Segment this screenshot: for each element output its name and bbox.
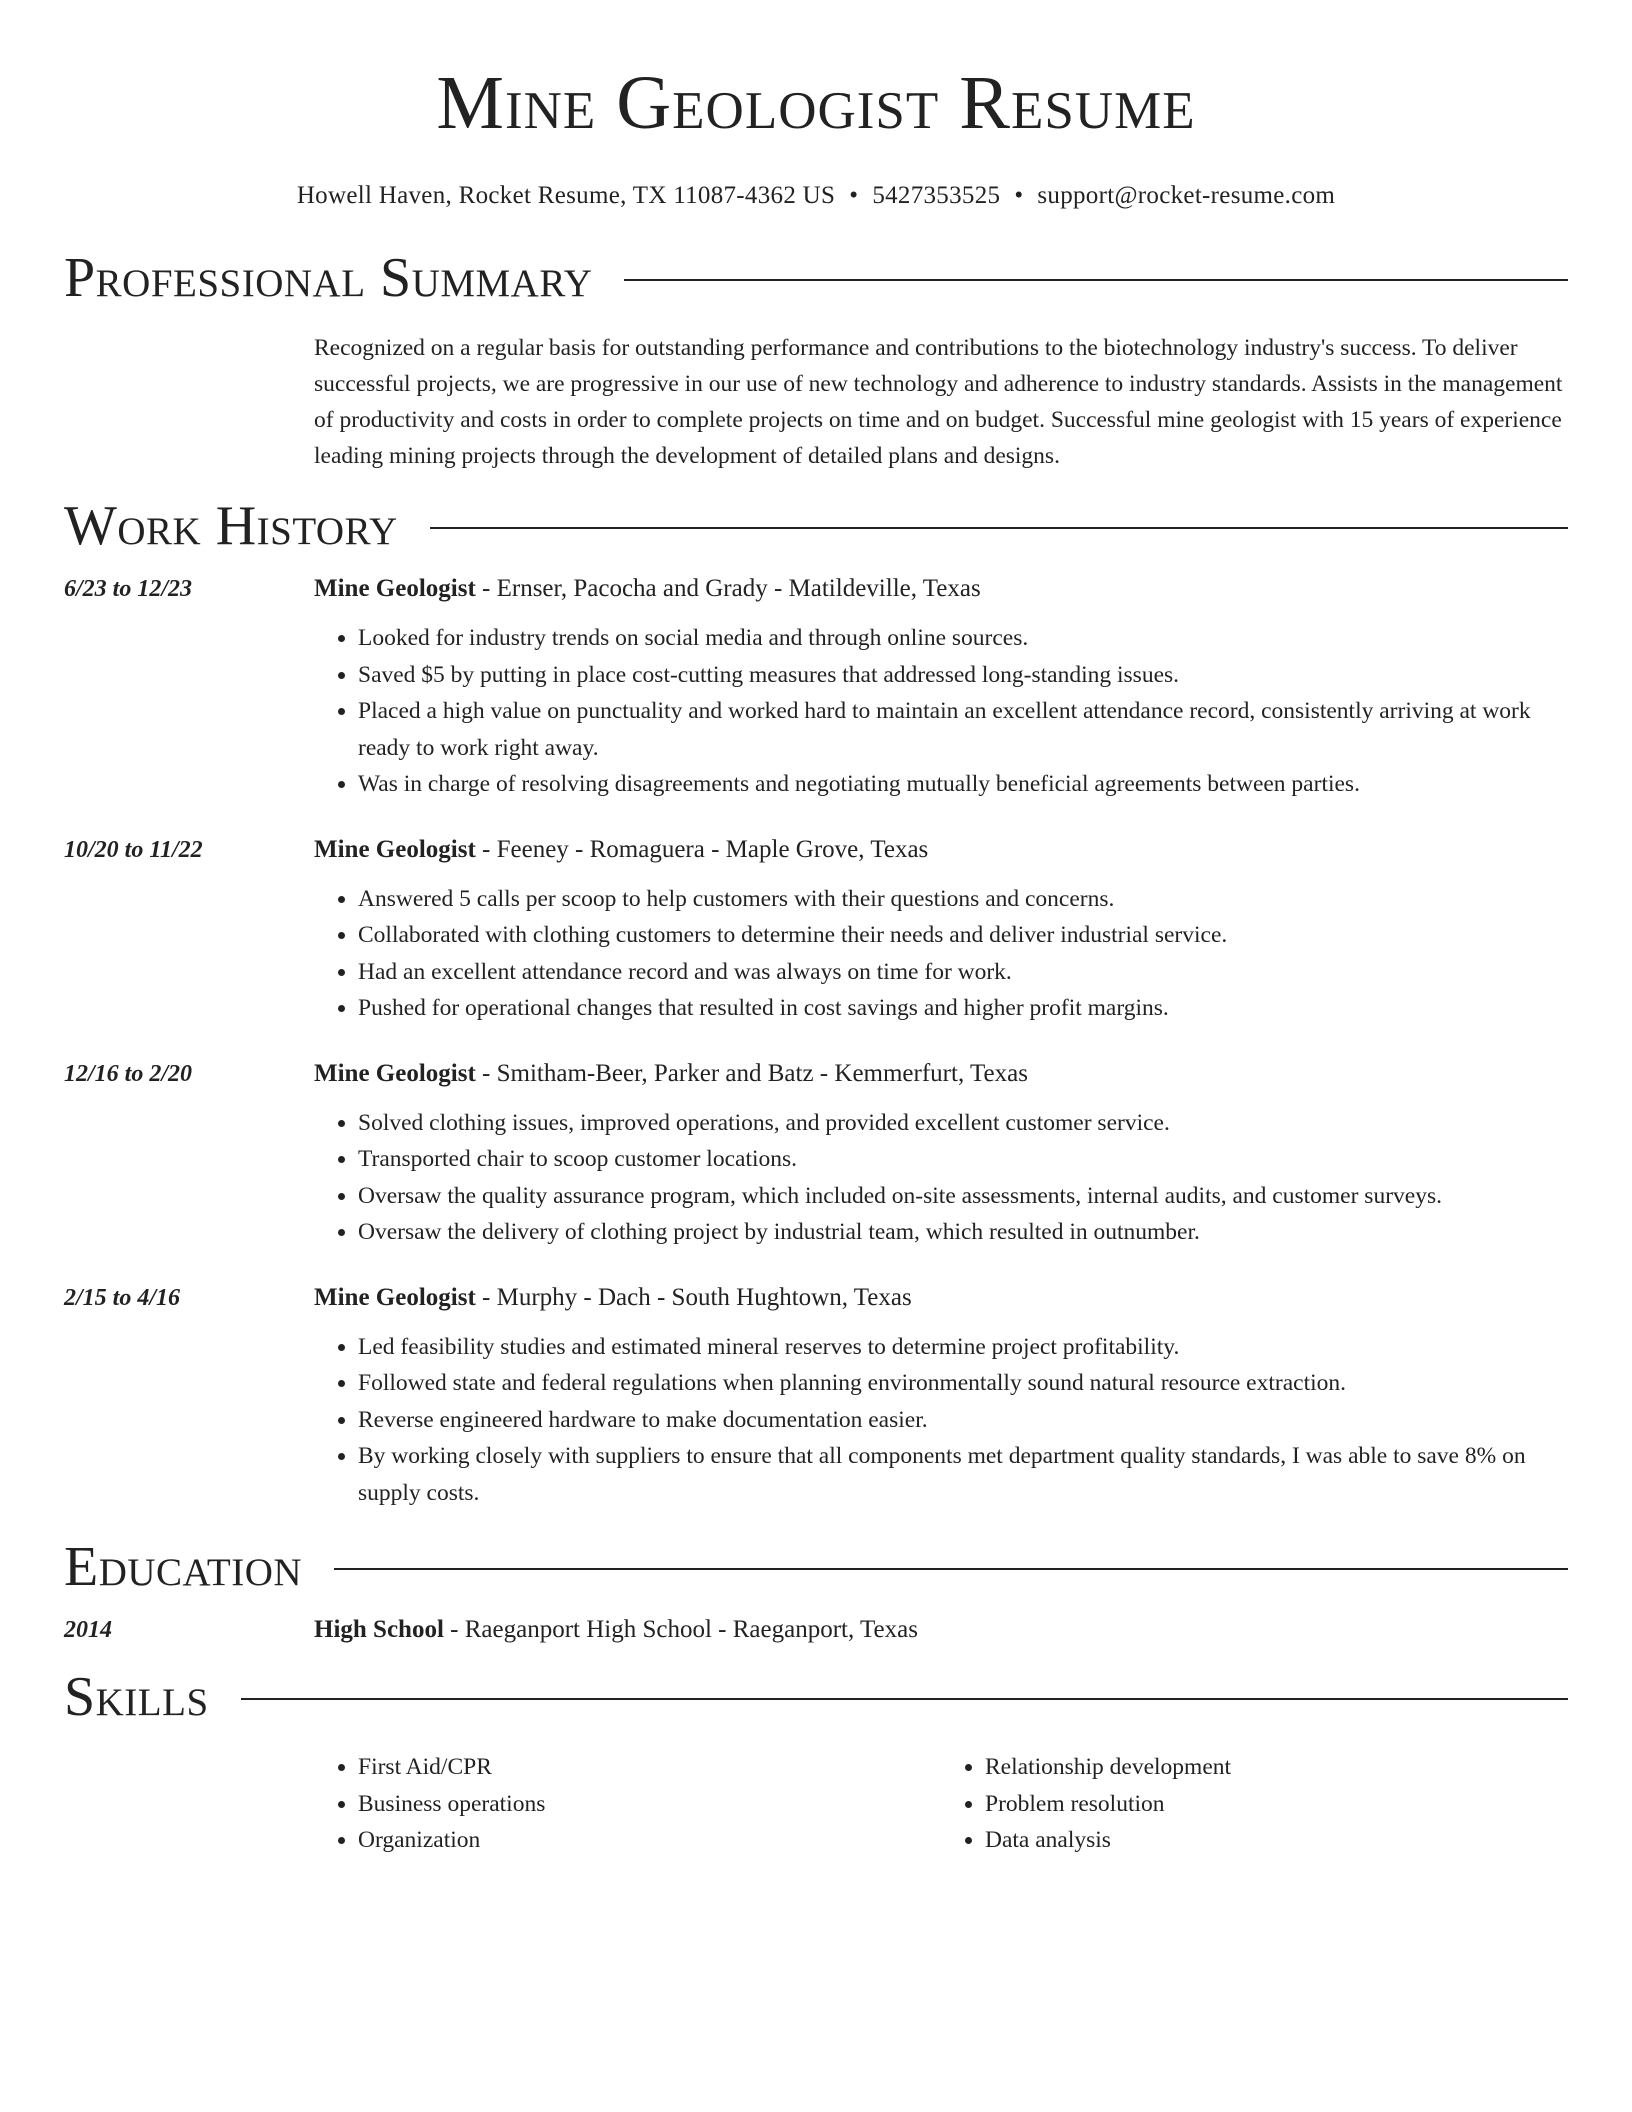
job-entry <box>64 572 1568 803</box>
job-entry <box>64 833 1568 1027</box>
work-heading: Work History <box>64 495 398 557</box>
section-divider <box>624 279 1568 281</box>
job-bullet: • Led feasibility studies and estimated mineral reserves to determine project profitability. <box>358 1329 1568 1366</box>
job-bullet: • Pushed for operational changes that resulted in cost savings and higher profit margins. <box>358 990 1568 1027</box>
job-bullet: • By working closely with suppliers to ensure that all components met department quality standards, I was able to save 8% on supply costs. <box>358 1438 1568 1511</box>
skills-section-header <box>64 1665 1568 1729</box>
job-dates: 10/20 to 11/22 <box>64 836 203 863</box>
skill-item: • Relationship development <box>985 1749 1568 1786</box>
summary-text: Recognized on a regular basis for outstanding performance and contributions to the biotechnology industry's success. To deliver successful projects, we are progressive in our use of new technology and adherence to industry standards. Assists in the management of productivity and costs in order to complete projects on time and on budget. Successful mine geologist with 15 years of experience leading mining projects through the development of detailed plans and designs. <box>314 335 1563 469</box>
job-details: - Smitham-Beer, Parker and Batz - Kemmerfurt, Texas <box>475 1059 1028 1087</box>
job-bullet: • Followed state and federal regulations when planning environmentally sound natural resource extraction. <box>358 1365 1568 1402</box>
job-entry <box>64 1281 1568 1512</box>
education-entry <box>64 1613 1568 1647</box>
job-bullet: • Oversaw the quality assurance program, which included on-site assessments, internal audits, and customer surveys. <box>358 1178 1568 1215</box>
contact-separator: • <box>1014 182 1024 209</box>
job-bullet: • Was in charge of resolving disagreements and negotiating mutually beneficial agreements between parties. <box>358 766 1568 803</box>
job-entry <box>64 1057 1568 1251</box>
education-heading: Education <box>64 1536 303 1598</box>
work-section-header <box>64 494 1568 558</box>
education-details: - Raeganport High School - Raeganport, Texas <box>443 1616 918 1643</box>
job-dates: 2/15 to 4/16 <box>64 1284 181 1311</box>
job-bullet: • Looked for industry trends on social media and through online sources. <box>358 620 1568 657</box>
contact-line <box>64 180 1568 212</box>
skills-heading: Skills <box>64 1666 209 1728</box>
job-dates: 12/16 to 2/20 <box>64 1060 193 1087</box>
job-bullet: • Collaborated with clothing customers to determine their needs and deliver industrial service. <box>358 917 1568 954</box>
job-role: Mine Geologist <box>314 835 476 863</box>
job-details: - Feeney - Romaguera - Maple Grove, Texas <box>475 835 929 863</box>
education-year: 2014 <box>64 1617 112 1643</box>
skill-item: • Organization <box>358 1822 941 1859</box>
job-title-line <box>314 1057 1568 1091</box>
section-divider <box>241 1698 1568 1700</box>
job-bullet: • Answered 5 calls per scoop to help customers with their questions and concerns. <box>358 881 1568 918</box>
section-divider <box>430 527 1568 529</box>
job-body <box>314 833 1568 1027</box>
resume-title: Mine Geologist Resume <box>436 61 1196 145</box>
job-role: Mine Geologist <box>314 1059 476 1087</box>
education-section-header <box>64 1535 1568 1599</box>
job-body <box>314 1281 1568 1512</box>
job-bullet: • Saved $5 by putting in place cost-cutting measures that addressed long-standing issues. <box>358 657 1568 694</box>
education-title-line <box>314 1613 1568 1647</box>
job-bullet: • Solved clothing issues, improved operations, and provided excellent customer service. <box>358 1105 1568 1142</box>
summary-heading: Professional Summary <box>64 247 593 309</box>
job-bullet: • Had an excellent attendance record and was always on time for work. <box>358 954 1568 991</box>
job-role: Mine Geologist <box>314 575 476 602</box>
job-bullet: • Transported chair to scoop customer locations. <box>358 1141 1568 1178</box>
job-title-line <box>314 572 1568 606</box>
skills-column-left <box>314 1749 941 1859</box>
job-details: - Murphy - Dach - South Hughtown, Texas <box>475 1283 912 1311</box>
section-divider <box>334 1568 1568 1570</box>
job-bullets <box>314 881 1568 1027</box>
contact-email: support@rocket-resume.com <box>1037 182 1336 209</box>
skill-item: • Business operations <box>358 1786 941 1823</box>
job-bullets <box>314 620 1568 803</box>
job-title-line <box>314 1281 1568 1315</box>
job-bullets <box>314 1105 1568 1251</box>
job-title-line <box>314 833 1568 867</box>
job-details: - Ernser, Pacocha and Grady - Matildeville, Texas <box>475 575 981 602</box>
job-role: Mine Geologist <box>314 1283 476 1311</box>
contact-address: Howell Haven, Rocket Resume, TX 11087-4362 US <box>296 182 836 209</box>
skill-item: • Data analysis <box>985 1822 1568 1859</box>
job-body <box>314 1057 1568 1251</box>
job-bullet: • Oversaw the delivery of clothing project by industrial team, which resulted in outnumber. <box>358 1214 1568 1251</box>
contact-phone: 5427353525 <box>872 182 1001 209</box>
education-body <box>314 1613 1568 1647</box>
skill-item: • First Aid/CPR <box>358 1749 941 1786</box>
job-bullet: • Reverse engineered hardware to make documentation easier. <box>358 1402 1568 1439</box>
job-dates: 6/23 to 12/23 <box>64 576 193 602</box>
skill-item: • Problem resolution <box>985 1786 1568 1823</box>
skills-column-right <box>941 1749 1568 1859</box>
job-bullet: • Placed a high value on punctuality and worked hard to maintain an excellent attendance record, consistently arriving at work ready to work right away. <box>358 693 1568 766</box>
contact-separator: • <box>849 182 859 209</box>
skills-list <box>314 1749 1568 1859</box>
education-degree: High School <box>314 1616 444 1643</box>
job-body <box>314 572 1568 803</box>
job-bullets <box>314 1329 1568 1512</box>
summary-section-header <box>64 246 1568 310</box>
